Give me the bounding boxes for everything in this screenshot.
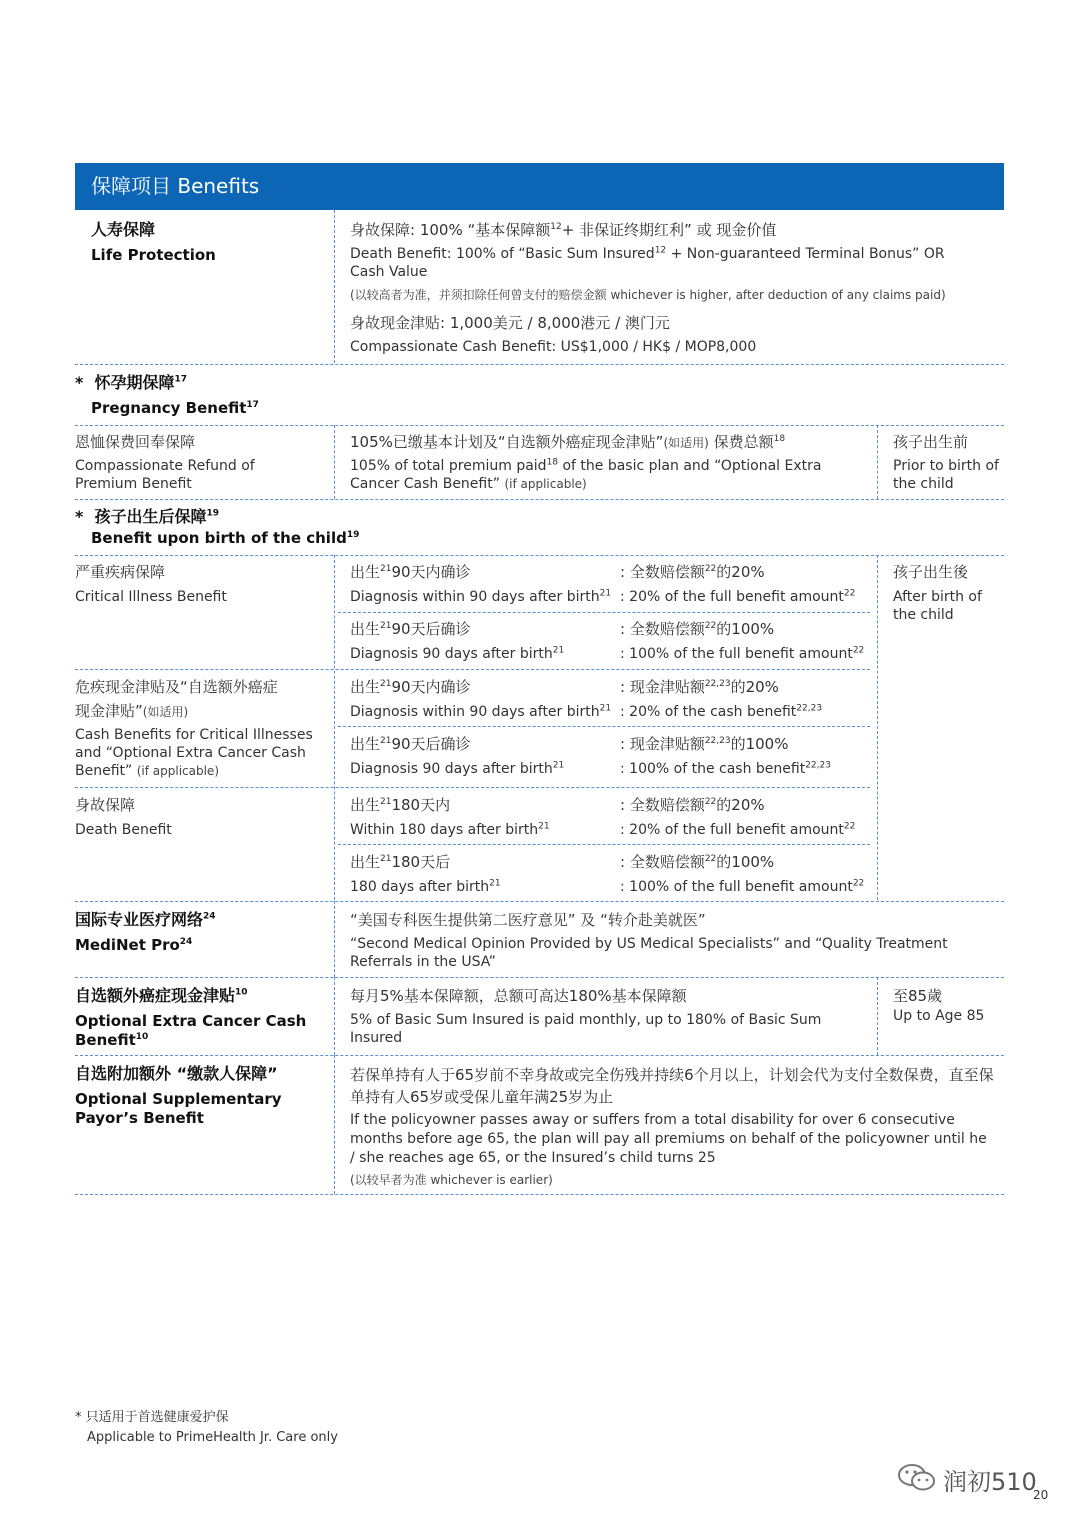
birth-timing-en: After birth of the child	[893, 589, 982, 623]
row-res-zh: : 现金津贴额$^{22,23}$的100%	[620, 735, 789, 753]
watermark-text: 润初510	[943, 1468, 1037, 1496]
row-divider	[75, 1055, 1004, 1056]
payor-name-en: Optional Supplementary Payor’s Benefit	[75, 1090, 282, 1127]
row-res-zh: : 现金津贴额$^{22,23}$的20%	[620, 678, 779, 696]
page-number: 20	[1033, 1488, 1049, 1502]
birth-timing-zh: 孩子出生後	[893, 563, 969, 581]
payor-desc-zh: 若保单持有人于65岁前不幸身故或完全伤残并持续6个月以上，计划会代为支付全数保费，直至保单持有人65岁或受保儿童年满25岁为止	[350, 1066, 994, 1106]
medinet-desc-en: “Second Medical Opinion Provided by US Medical Specialists” and “Quality Treatment Referrals in the USA”	[350, 936, 948, 970]
row-cond-zh: 出生$^{21}$90天后确诊	[350, 735, 471, 753]
row-divider	[75, 425, 1004, 426]
ci-name-en: Critical Illness Benefit	[75, 589, 227, 605]
column-divider	[334, 555, 335, 900]
row-res-zh: : 全数赔偿额$^{22}$的100%	[620, 853, 775, 871]
pregnancy-timing-zh: 孩子出生前	[893, 433, 969, 451]
medinet-desc-zh: “美国专科医生提供第二医疗意见” 及 “转介赴美就医”	[350, 911, 706, 929]
row-cond-en: Diagnosis 90 days after birth$^{21}$	[350, 645, 565, 662]
medinet-name-zh: 国际专业医疗网络$^{24}$	[75, 910, 216, 929]
birth-title-en: Benefit upon birth of the child$^{19}$	[91, 529, 360, 547]
row-cond-en: Within 180 days after birth$^{21}$	[350, 821, 550, 838]
row-divider	[338, 726, 870, 727]
cash-name-zh1: 危疾现金津贴及“自选额外癌症	[75, 678, 278, 696]
column-divider	[334, 210, 335, 363]
row-cond-en: Diagnosis 90 days after birth$^{21}$	[350, 760, 565, 777]
row-cond-en: Diagnosis within 90 days after birth$^{21}$	[350, 588, 612, 605]
row-cond-zh: 出生$^{21}$90天后确诊	[350, 620, 471, 638]
payor-note: (以较早者为准 whichever is earlier)	[350, 1173, 553, 1187]
row-cond-en: Diagnosis within 90 days after birth$^{21}$	[350, 703, 612, 720]
footnote-zh: * 只适用于首选健康爱护保	[75, 1410, 229, 1425]
cash-name-zh2: 现金津贴”(如适用)	[75, 702, 189, 720]
cancer-timing-en: Up to Age 85	[893, 1008, 985, 1024]
row-res-zh: : 全数赔偿额$^{22}$的20%	[620, 563, 765, 581]
row-divider	[75, 977, 1004, 978]
life-death-note: (以较高者为准，并须扣除任何曾支付的赔偿金额 whichever is higher, after deduction of any claims paid)	[350, 288, 946, 302]
refund-name-en: Compassionate Refund of Premium Benefit	[75, 458, 255, 492]
cancer-timing-zh: 至85歲	[893, 987, 943, 1005]
row-divider	[75, 901, 1004, 902]
row-res-en: : 20% of the full benefit amount$^{22}$	[620, 588, 856, 605]
birth-title-zh: * 孩子出生后保障$^{19}$	[75, 507, 220, 526]
refund-name-zh: 恩恤保费回奉保障	[75, 433, 196, 451]
birth-death-name-zh: 身故保障	[75, 796, 136, 814]
life-comp-zh: 身故现金津贴: 1,000美元 / 8,000港元 / 澳门元	[350, 314, 670, 332]
row-res-en: : 20% of the full benefit amount$^{22}$	[620, 821, 856, 838]
row-res-en: : 100% of the cash benefit$^{22,23}$	[620, 760, 831, 777]
column-divider	[334, 977, 335, 1055]
birth-death-name-en: Death Benefit	[75, 822, 172, 838]
cancer-name-zh: 自选额外癌症现金津贴$^{10}$	[75, 986, 248, 1005]
medinet-name-en: MediNet Pro$^{24}$	[75, 936, 193, 954]
refund-desc-en: 105% of total premium paid$^{18}$ of the basic plan and “Optional Extra Cancer Cash Benefit” (if applicable)	[350, 457, 822, 492]
row-divider	[75, 669, 870, 670]
cancer-desc-en: 5% of Basic Sum Insured is paid monthly, up to 180% of Basic Sum Insured	[350, 1012, 822, 1046]
row-divider	[75, 364, 1004, 365]
row-cond-zh: 出生$^{21}$90天内确诊	[350, 678, 471, 696]
life-death-zh: 身故保障: 100% “基本保障额$^{12}$+ 非保证终期红利” 或 现金价值	[350, 221, 777, 239]
benefits-header	[75, 163, 1004, 210]
wechat-icon	[897, 1462, 937, 1494]
row-res-en: : 100% of the full benefit amount$^{22}$	[620, 645, 865, 662]
cancer-name-en: Optional Extra Cancer Cash Benefit$^{10}$	[75, 1012, 307, 1049]
row-cond-zh: 出生$^{21}$180天后	[350, 853, 451, 871]
life-death-en: Death Benefit: 100% of “Basic Sum Insured$^{12}$ + Non-guaranteed Terminal Bonus” OR Cash Value	[350, 245, 945, 280]
ci-name-zh: 严重疾病保障	[75, 563, 166, 581]
row-divider	[338, 844, 870, 845]
column-divider	[334, 901, 335, 977]
payor-name-zh: 自选附加额外 “缴款人保障”	[75, 1064, 278, 1083]
column-divider	[334, 1055, 335, 1194]
row-cond-en: 180 days after birth$^{21}$	[350, 878, 501, 895]
pregnancy-title-zh: * 怀孕期保障$^{17}$	[75, 373, 188, 392]
life-name-en: Life Protection	[91, 246, 216, 264]
cash-name-en: Cash Benefits for Critical Illnesses and “Optional Extra Cancer Cash Benefit” (if applicable)	[75, 727, 313, 779]
column-divider	[877, 555, 878, 900]
column-divider	[334, 425, 335, 499]
row-res-zh: : 全数赔偿额$^{22}$的100%	[620, 620, 775, 638]
cancer-desc-zh: 每月5%基本保障额，总额可高达180%基本保障额	[350, 987, 687, 1005]
pregnancy-title-en: Pregnancy Benefit$^{17}$	[91, 399, 259, 417]
row-cond-zh: 出生$^{21}$90天内确诊	[350, 563, 471, 581]
row-divider	[75, 499, 1004, 500]
life-name-zh: 人寿保障	[91, 220, 156, 239]
row-cond-zh: 出生$^{21}$180天内	[350, 796, 451, 814]
column-divider	[877, 977, 878, 1055]
row-divider	[75, 787, 870, 788]
row-divider	[338, 612, 870, 613]
row-res-zh: : 全数赔偿额$^{22}$的20%	[620, 796, 765, 814]
pregnancy-timing-en: Prior to birth of the child	[893, 458, 999, 492]
row-divider	[75, 1194, 1004, 1195]
footnote-en: Applicable to PrimeHealth Jr. Care only	[87, 1430, 338, 1445]
payor-desc-en: If the policyowner passes away or suffers from a total disability for over 6 consecutive months before age 65, the plan will pay all premiums on behalf of the policyowner until he / she reaches age 65, or the Insured’s child turns 25	[350, 1112, 987, 1166]
column-divider	[877, 425, 878, 499]
row-divider	[75, 555, 1004, 556]
refund-desc-zh: 105%已缴基本计划及“自选额外癌症现金津贴”(如适用) 保费总额$^{18}$	[350, 433, 786, 451]
life-comp-en: Compassionate Cash Benefit: US$1,000 / HK$ / MOP8,000	[350, 339, 757, 355]
benefits-title: 保障项目 Benefits	[91, 174, 260, 198]
row-res-en: : 20% of the cash benefit$^{22,23}$	[620, 703, 823, 720]
row-res-en: : 100% of the full benefit amount$^{22}$	[620, 878, 865, 895]
